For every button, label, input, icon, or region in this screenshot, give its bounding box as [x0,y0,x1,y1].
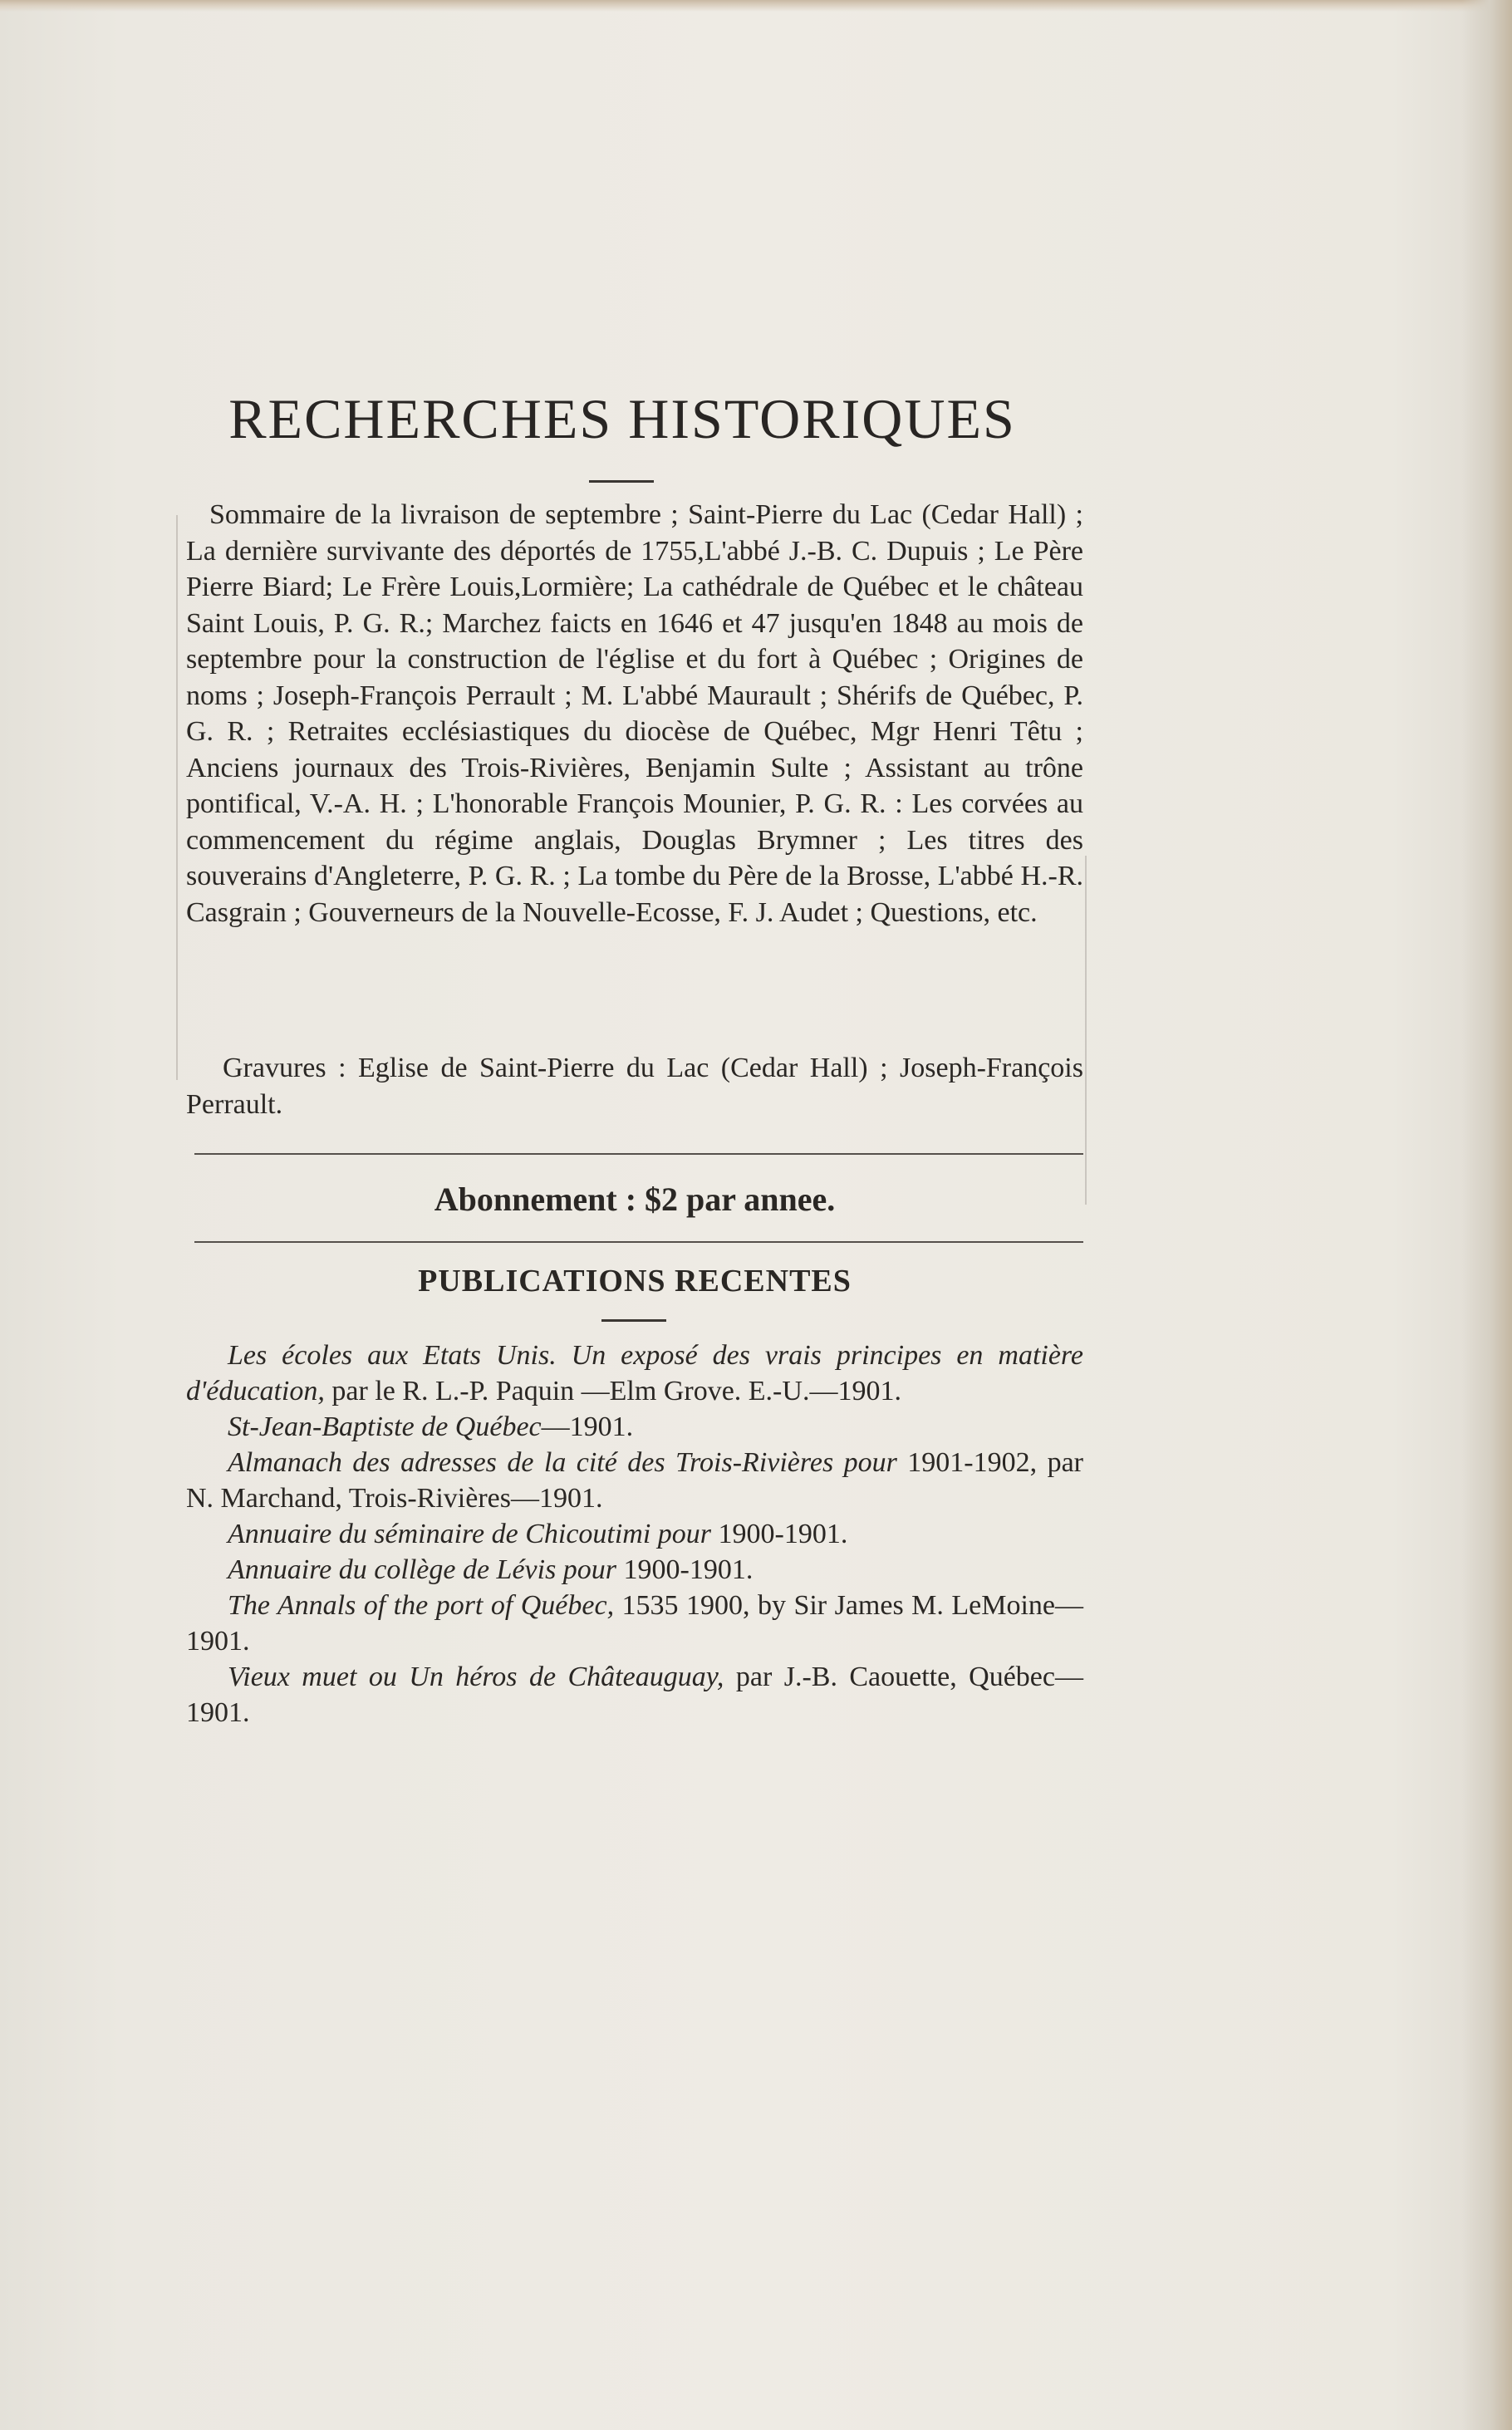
divider-rule-bottom [194,1241,1083,1243]
publication-title: Annuaire du collège de Lévis pour [228,1554,617,1585]
divider-rule-top [194,1153,1083,1155]
publication-details: 1535 1900, by Sir James M. LeMoine—1901. [186,1590,1083,1657]
list-item [186,1445,1083,1516]
scan-artifact-line [1085,856,1087,1205]
publication-title: Les écoles aux Etats Unis. Un exposé des vrais principes en matière d'éducation, [186,1340,1083,1406]
list-item [186,1552,1083,1588]
publication-details: par J.-B. Caouette, Québec—1901. [186,1662,1083,1728]
publication-title: The Annals of the port of Québec, [228,1590,615,1621]
list-item [186,1409,1083,1445]
publication-details: 1900-1901. [616,1554,754,1585]
publications-heading: PUBLICATIONS RECENTES [418,1264,852,1298]
page-title: RECHERCHES HISTORIQUES [228,387,1016,450]
page-binding-edge [1462,0,1512,2430]
title-divider [589,480,654,483]
subscription-notice: Abonnement : $2 par annee. [434,1181,836,1218]
publication-title: St-Jean-Baptiste de Québec [228,1411,542,1442]
publication-title: Vieux muet ou Un héros de Châteauguay, [228,1662,724,1692]
publications-list [186,1338,1083,1730]
list-item [186,1516,1083,1552]
page-top-edge [0,0,1512,12]
publication-details: par le R. L.-P. Paquin —Elm Grove. E.-U.—1901. [324,1376,901,1406]
publication-details: —1901. [541,1411,634,1442]
publication-title: Annuaire du séminaire de Chicoutimi pour [228,1519,712,1549]
list-item [186,1338,1083,1409]
engravings-note: Gravures : Eglise de Saint-Pierre du Lac (Cedar Hall) ; Joseph-François Perrault. [186,1053,1083,1120]
list-item [186,1588,1083,1659]
text-column [186,387,1083,1761]
publications-divider [601,1319,666,1322]
publication-details: 1900-1901. [711,1519,848,1549]
publication-title: Almanach des adresses de la cité des Trois-Rivières pour [228,1447,897,1478]
scan-artifact-line [176,515,178,1080]
issue-summary: Sommaire de la livraison de septembre ; Saint-Pierre du Lac (Cedar Hall) ; La dernière survivante des déportés de 1755,L'abbé J.-B. C. Dupuis ; Le Père Pierre Biard; Le Frère Louis,Lormière; La cathédrale de Québec et le château Saint Louis, P. G. R.; Marchez faicts en 1646 et 47 jusqu'en 1848 au mois de septembre pour la construction de l'église et du fort à Québec ; Origines de noms ; Joseph-François Perrault ; M. L'abbé Maurault ; Shérifs de Québec, P. G. R. ; Retraites ecclésiastiques du diocèse de Québec, Mgr Henri Têtu ; Anciens journaux des Trois-Rivières, Benjamin Sulte ; Assistant au trône pontifical, V.-A. H. ; L'honorable François Mounier, P. G. R. : Les corvées au commencement du régime anglais, Douglas Brymner ; Les titres des souverains d'Angleterre, P. G. R. ; La tombe du Père de la Brosse, L'abbé H.-R. Casgrain ; Gouverneurs de la Nouvelle-Ecosse, F. J. Audet ; Questions, etc. [186,499,1083,928]
list-item [186,1659,1083,1730]
publication-details: 1901-1902, par N. Marchand, Trois-Rivières—1901. [186,1447,1083,1514]
